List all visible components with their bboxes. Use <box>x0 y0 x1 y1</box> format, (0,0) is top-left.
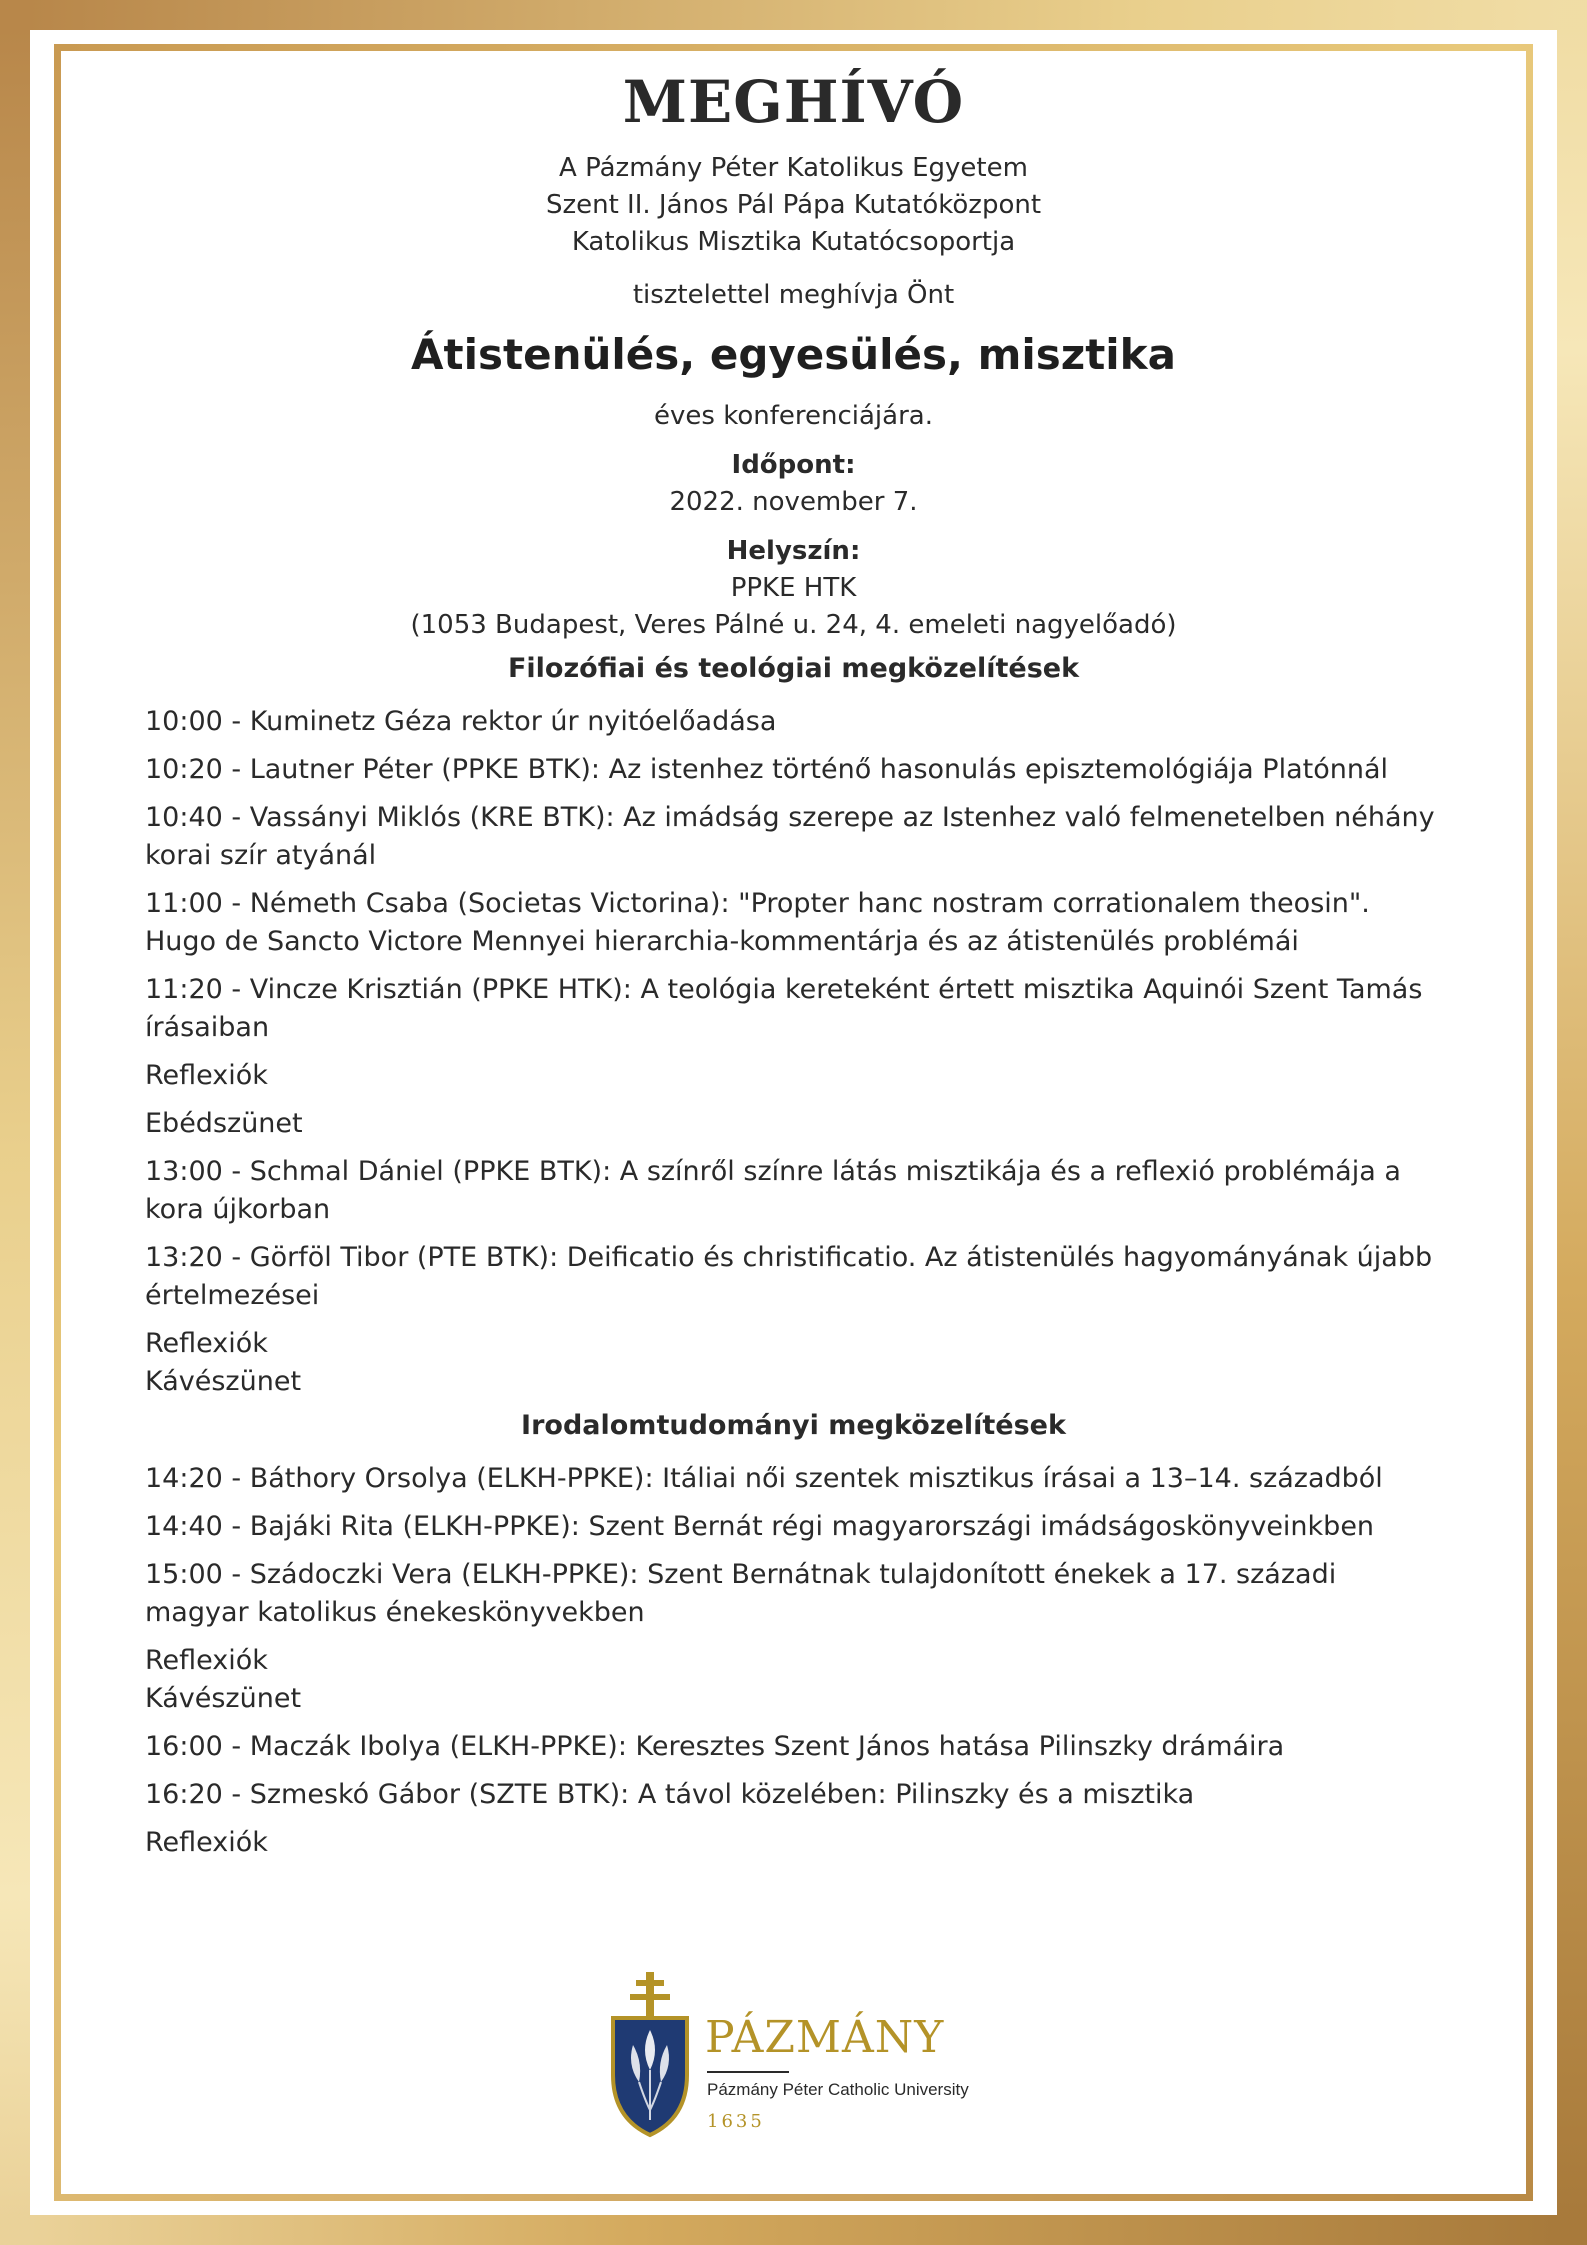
organizer-line: A Pázmány Péter Katolikus Egyetem <box>559 153 1028 183</box>
venue-address: (1053 Budapest, Veres Pálné u. 24, 4. emeleti nagyelőadó) <box>410 610 1177 640</box>
page-title: MEGHÍVÓ <box>622 68 965 136</box>
program-item: 11:00 - Németh Csaba (Societas Victorina): "Propter hanc nostram corrationalem theosin". Hugo de Sancto Victore Mennyei hierarchia-kommentárja és az átistenülés problémái <box>145 888 1370 957</box>
program-item: 13:00 - Schmal Dániel (PPKE BTK): A színről színre látás misztikája és a reflexió problémája a kora újkorban <box>145 1156 1401 1225</box>
program-item: 14:40 - Bajáki Rita (ELKH-PPKE): Szent Bernát régi magyarországi imádságoskönyveinkben <box>145 1511 1375 1542</box>
annual-text: éves konferenciájára. <box>654 401 933 431</box>
program-item: Kávészünet <box>145 1366 302 1397</box>
program-item: 10:40 - Vassányi Miklós (KRE BTK): Az imádság szerepe az Istenhez való felmenetelben néhány korai szír atyánál <box>145 802 1435 871</box>
program-item: 16:20 - Szmeskó Gábor (SZTE BTK): A távol közelében: Pilinszky és a misztika <box>145 1779 1195 1810</box>
venue-label: Helyszín: <box>726 536 861 566</box>
program-item: 13:20 - Görföl Tibor (PTE BTK): Deificatio és christificatio. Az átistenülés hagyományának újabb értelmezései <box>145 1242 1433 1311</box>
program-item: Reflexiók <box>145 1060 268 1091</box>
program-item: 11:20 - Vincze Krisztián (PPKE HTK): A teológia kereteként értett misztika Aquinói Szent Tamás írásaiban <box>145 974 1423 1043</box>
invite-text: tisztelettel meghívja Önt <box>632 280 955 310</box>
program-item: Reflexiók <box>145 1328 268 1359</box>
organizer-block <box>145 150 1442 261</box>
logo-subtitle: Pázmány Péter Catholic University <box>707 2080 969 2099</box>
program-item: 15:00 - Szádoczki Vera (ELKH-PPKE): Szent Bernátnak tulajdonított énekek a 17. századi magyar katolikus énekeskönyvekben <box>145 1559 1337 1628</box>
section-title: Filozófiai és teológiai megközelítések <box>507 653 1080 684</box>
logo-year: 1635 <box>707 2111 765 2132</box>
program-item: Ebédszünet <box>145 1108 303 1139</box>
venue-value: PPKE HTK <box>730 573 857 603</box>
program-list <box>145 1460 1442 1862</box>
program-item: Reflexiók <box>145 1827 268 1858</box>
invitation-content <box>145 62 1442 1872</box>
conference-title: Átistenülés, egyesülés, misztika <box>411 330 1176 379</box>
date-value: 2022. november 7. <box>669 487 918 517</box>
program-item: 16:00 - Maczák Ibolya (ELKH-PPKE): Keresztes Szent János hatása Pilinszky drámáira <box>145 1731 1285 1762</box>
program-list <box>145 703 1442 1401</box>
program-item: Kávészünet <box>145 1683 302 1714</box>
university-logo <box>605 1970 1005 2140</box>
university-crest-icon <box>605 1970 695 2140</box>
logo-wordmark: PÁZMÁNY <box>705 2012 945 2063</box>
program-item: Reflexiók <box>145 1645 268 1676</box>
program-item: 14:20 - Báthory Orsolya (ELKH-PPKE): Itáliai női szentek misztikus írásai a 13–14. századból <box>145 1463 1383 1494</box>
program-item: 10:20 - Lautner Péter (PPKE BTK): Az istenhez történő hasonulás episztemológiája Platónnál <box>145 754 1389 785</box>
logo-divider <box>707 2071 789 2073</box>
program-item: 10:00 - Kuminetz Géza rektor úr nyitóelőadása <box>145 706 777 737</box>
date-label: Időpont: <box>731 450 856 480</box>
section-title: Irodalomtudományi megközelítések <box>521 1410 1066 1441</box>
organizer-line: Szent II. János Pál Pápa Kutatóközpont <box>545 190 1042 220</box>
organizer-line: Katolikus Misztika Kutatócsoportja <box>571 227 1016 257</box>
